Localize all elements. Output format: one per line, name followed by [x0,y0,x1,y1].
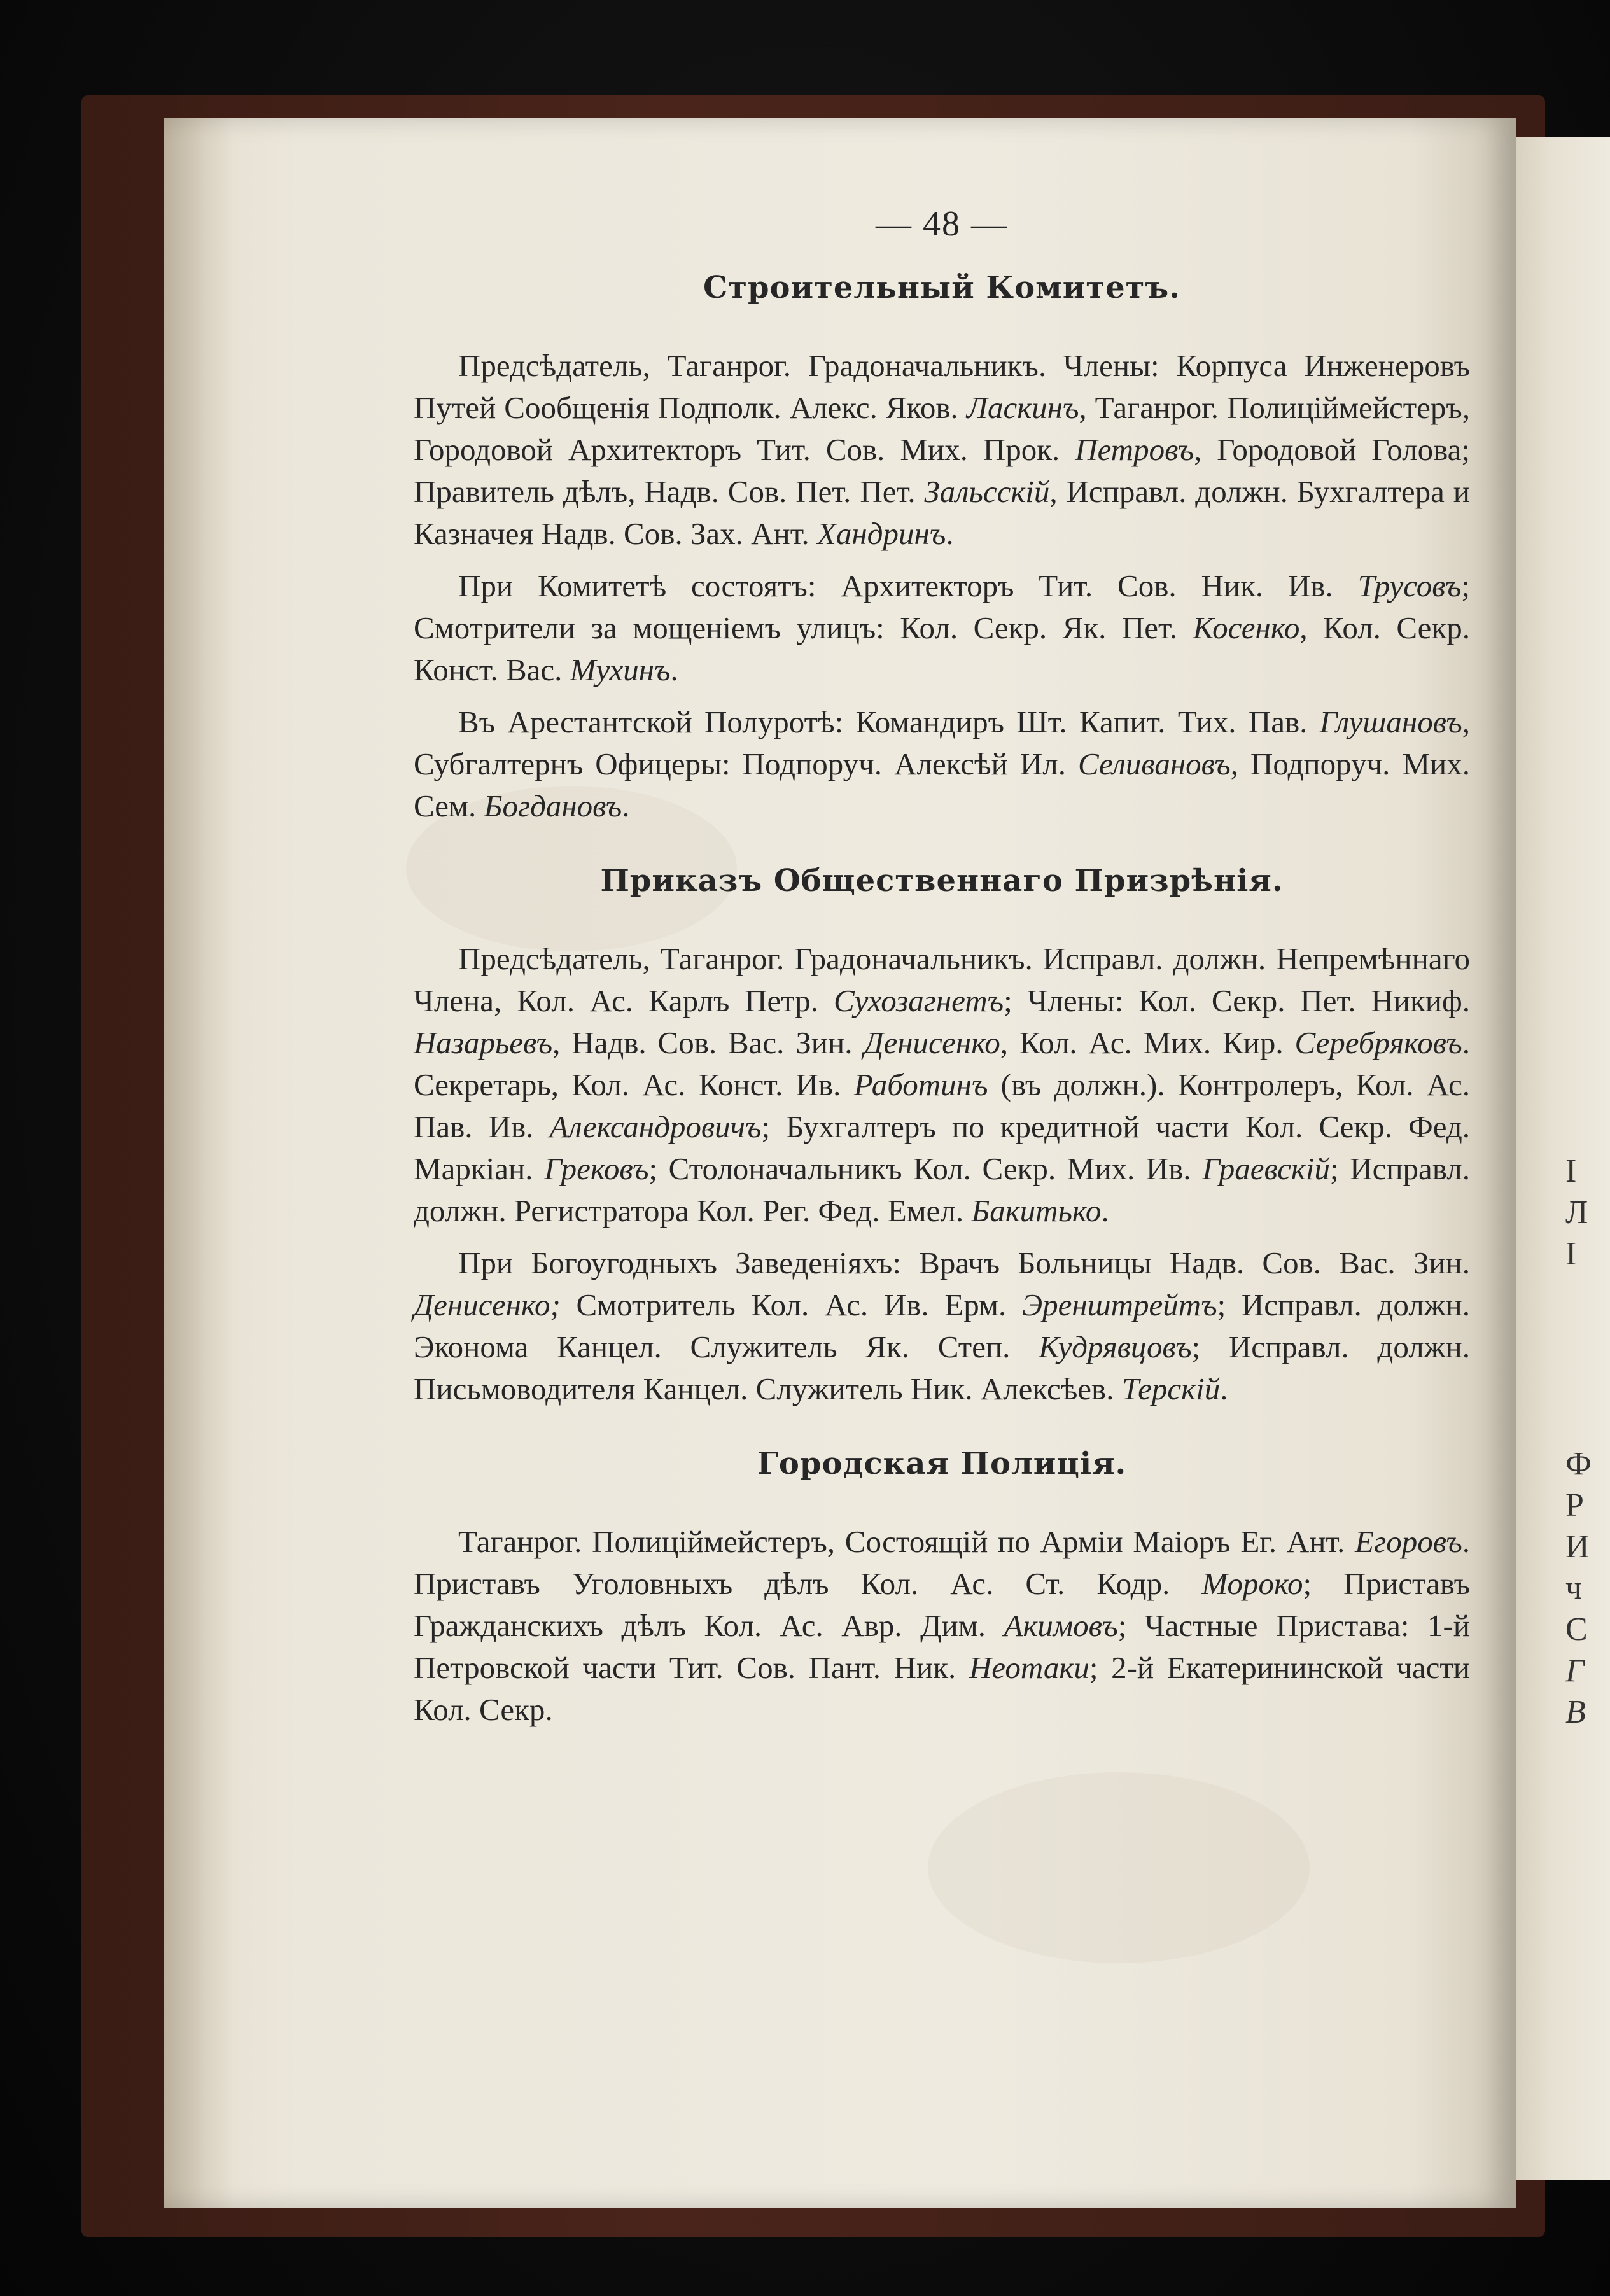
next-page-fragment: Л [1565,1194,1588,1231]
person-surname: Зальсскій [924,474,1050,509]
person-surname: Серебряковъ [1294,1025,1462,1060]
page-text [414,204,1470,1741]
next-page-fragment: И [1565,1529,1590,1565]
next-page-fragment: ч [1565,1570,1583,1606]
person-surname: Косенко [1193,610,1300,645]
person-surname: Мороко [1201,1566,1303,1601]
person-surname: Денисенко [864,1025,1000,1060]
paragraph [414,565,1470,691]
paragraph [414,938,1470,1232]
text-run: Таганрог. Полиціймейстеръ, Состоящій по Арміи Маіоръ Ег. Ант. [458,1524,1355,1559]
person-surname: Эренштрейтъ [1021,1287,1217,1322]
text-run: ; Бухгалтеръ по кредитной части Кол. Секр. Фед. Маркіан. [414,1109,1471,1186]
person-surname: Мухинъ [570,652,671,687]
paragraph [414,701,1470,827]
text-run: , Исправл. должн. Бухгалтера и Казначея Надв. Сов. Зах. Ант. [414,474,1470,551]
person-surname: Бакитько [971,1193,1102,1228]
person-surname: Граевскій [1202,1151,1330,1186]
text-run: , Таганрог. Полиціймейстеръ, Городовой Архитекторъ Тит. Сов. Мих. Прок. [414,390,1470,467]
person-surname: Хандринъ [817,516,946,551]
next-page-fragment: В [1565,1694,1586,1730]
person-surname: Глушановъ [1319,704,1462,739]
text-run: Предсѣдатель, Таганрог. Градоначальникъ. Исправл. должн. Непремѣннаго Члена, Кол. Ас. Карлъ Петр. [414,941,1470,1018]
person-surname: Сухозагнетъ [833,983,1004,1018]
text-run: ; Члены: Кол. Секр. Пет. Никиф. [1004,983,1470,1018]
text-run: ; 2-й Екатерининской части Кол. Секр. [414,1650,1471,1727]
person-surname: Богдановъ [484,788,622,823]
next-page-fragment: Г [1565,1653,1585,1689]
text-run: Смотритель Кол. Ас. Ив. Ерм. [560,1287,1022,1322]
text-run: , Субгалтернъ Офицеры: Подпоруч. Алексѣй Ил. [414,704,1470,781]
person-surname: Трусовъ [1357,568,1462,603]
text-run: , Городовой Голова; Правитель дѣлъ, Надв. Сов. Пет. Пет. [414,432,1470,509]
text-run: ; Столоначальникъ Кол. Секр. Мих. Ив. [648,1151,1203,1186]
paragraph [414,1242,1470,1410]
person-surname: Кудрявцовъ [1039,1329,1192,1364]
person-surname: Егоровъ [1355,1524,1462,1559]
text-run: , Надв. Сов. Вас. Зин. [552,1025,864,1060]
text-run: При Богоугодныхъ Заведеніяхъ: Врачъ Больницы Надв. Сов. Вас. Зин. [458,1245,1470,1280]
text-run: Предсѣдатель, Таганрог. Градоначальникъ. Члены: Корпуса Инженеровъ Путей Сообщенія Подполк. Алекс. Яков. [414,348,1470,425]
text-run: Въ Арестантской Полуротѣ: Командиръ Шт. Капит. Тих. Пав. [458,704,1320,739]
next-page-fragment: Р [1565,1487,1584,1523]
section-heading: Строительный Комитетъ. [703,270,1180,305]
person-surname: Селивановъ [1078,746,1231,781]
person-surname: Грековъ [544,1151,649,1186]
person-surname: Петровъ [1075,432,1194,467]
text-run: ; Исправл. должн. Эконома Канцел. Служитель Як. Степ. [414,1287,1470,1364]
text-run: . Секретарь, Кол. Ас. Конст. Ив. [414,1025,1470,1102]
page-gutter-shadow [164,118,234,2208]
sections [414,270,1470,1731]
text-run: ; Исправл. должн. Регистратора Кол. Рег. Фед. Емел. [414,1151,1470,1228]
next-page-fragment: С [1565,1611,1588,1648]
next-page-edge [1515,137,1610,2180]
next-page-fragment: I [1565,1153,1577,1189]
text-run: При Комитетѣ состоятъ: Архитекторъ Тит. Сов. Ник. Ив. [458,568,1358,603]
person-surname: Назарьевъ [414,1025,553,1060]
text-run: ; Приставъ Гражданскихъ дѣлъ Кол. Ас. Авр. Дим. [414,1566,1470,1643]
next-page-fragment: I [1565,1236,1577,1272]
text-run: . [622,788,630,823]
paragraph [414,1521,1470,1731]
person-surname: Денисенко; [414,1287,561,1322]
next-page-fragment: Ф [1565,1446,1592,1482]
text-run: ; Частные Пристава: 1-й Петровской части Тит. Сов. Пант. Ник. [414,1608,1470,1685]
text-run: (въ должн.). Контролеръ, Кол. Ас. Пав. Ив. [414,1067,1470,1144]
person-surname: Работинъ [853,1067,988,1102]
text-run: . [670,652,678,687]
person-surname: Ласкинъ [966,390,1079,425]
text-run: . [1220,1371,1228,1406]
text-run: ; Смотрители за мощеніемъ улицъ: Кол. Секр. Як. Пет. [414,568,1470,645]
text-run: , Подпоруч. Мих. Сем. [414,746,1470,823]
person-surname: Терскій [1121,1371,1221,1406]
text-run: . [946,516,954,551]
text-run: , Кол. Секр. Конст. Вас. [414,610,1470,687]
paragraph [414,345,1470,555]
page-number: — 48 — [876,204,1008,244]
text-run: . [1101,1193,1109,1228]
text-run: , Кол. Ас. Мих. Кир. [1000,1025,1295,1060]
section-heading: Приказъ Общественнаго Призрѣнія. [600,863,1284,899]
person-surname: Александровичъ [549,1109,762,1144]
person-surname: Неотаки [969,1650,1089,1685]
text-run: ; Исправл. должн. Письмоводителя Канцел. Служитель Ник. Алексѣев. [414,1329,1470,1406]
text-run: . Приставъ Уголовныхъ дѣлъ Кол. Ас. Ст. Кодр. [414,1524,1470,1601]
section-heading: Городская Полиція. [757,1446,1127,1481]
person-surname: Акимовъ [1004,1608,1118,1643]
